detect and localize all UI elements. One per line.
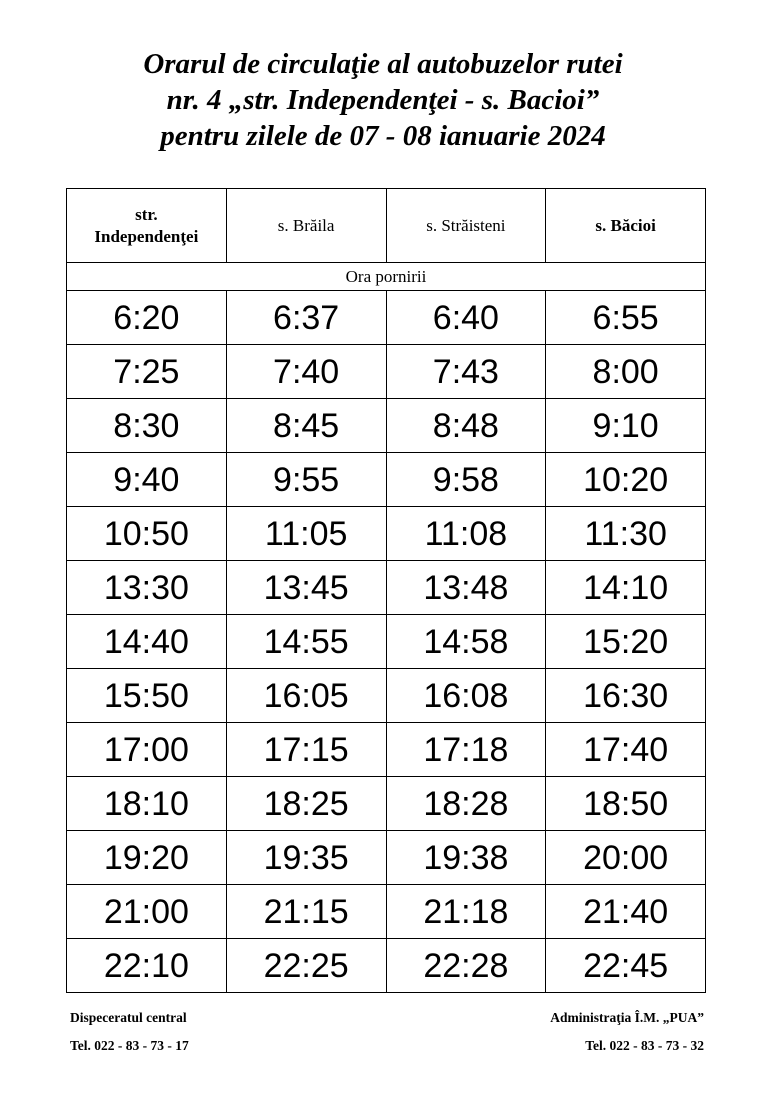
time-cell: 9:40 [67, 453, 227, 507]
table-row [67, 453, 706, 507]
table-row [67, 291, 706, 345]
table-row [67, 345, 706, 399]
footer-administration-name: Administraţia Î.M. „PUA” [550, 1010, 704, 1025]
table-row [67, 399, 706, 453]
time-cell: 22:10 [67, 939, 227, 993]
time-cell: 17:00 [67, 723, 227, 777]
title-line-2: nr. 4 „str. Independenţei - s. Bacioi” [166, 84, 600, 116]
time-cell: 14:58 [386, 615, 546, 669]
time-cell: 17:15 [226, 723, 386, 777]
time-cell: 7:25 [67, 345, 227, 399]
time-cell: 14:40 [67, 615, 227, 669]
header-row [67, 189, 706, 263]
time-cell: 17:40 [546, 723, 706, 777]
time-cell: 21:15 [226, 885, 386, 939]
header-s-bacioi: s. Băcioi [546, 189, 706, 263]
time-cell: 13:45 [226, 561, 386, 615]
time-cell: 14:55 [226, 615, 386, 669]
title-line-3: pentru zilele de 07 - 08 ianuarie 2024 [160, 120, 606, 152]
title-line-1: Orarul de circulaţie al autobuzelor rutei [143, 48, 623, 80]
time-cell: 6:37 [226, 291, 386, 345]
time-cell: 21:40 [546, 885, 706, 939]
time-cell: 19:20 [67, 831, 227, 885]
footer-administration-phone: Tel. 022 - 83 - 73 - 32 [585, 1038, 704, 1053]
time-cell: 21:00 [67, 885, 227, 939]
time-cell: 6:55 [546, 291, 706, 345]
time-cell: 7:43 [386, 345, 546, 399]
time-cell: 19:35 [226, 831, 386, 885]
time-cell: 10:50 [67, 507, 227, 561]
table-row [67, 777, 706, 831]
time-cell: 9:10 [546, 399, 706, 453]
time-cell: 11:30 [546, 507, 706, 561]
time-cell: 10:20 [546, 453, 706, 507]
time-cell: 16:30 [546, 669, 706, 723]
time-cell: 18:25 [226, 777, 386, 831]
subheader-ora-pornirii: Ora pornirii [67, 263, 706, 291]
time-cell: 6:40 [386, 291, 546, 345]
header-s-straisteni: s. Străisteni [386, 189, 546, 263]
footer-dispatcher-phone: Tel. 022 - 83 - 73 - 17 [70, 1038, 189, 1053]
table-row [67, 885, 706, 939]
schedule-body [67, 291, 706, 993]
time-cell: 8:45 [226, 399, 386, 453]
time-cell: 19:38 [386, 831, 546, 885]
time-cell: 22:45 [546, 939, 706, 993]
time-cell: 15:50 [67, 669, 227, 723]
schedule-table [66, 188, 706, 993]
time-cell: 13:30 [67, 561, 227, 615]
table-row [67, 615, 706, 669]
time-cell: 8:48 [386, 399, 546, 453]
time-cell: 6:20 [67, 291, 227, 345]
time-cell: 8:00 [546, 345, 706, 399]
time-cell: 11:05 [226, 507, 386, 561]
time-cell: 20:00 [546, 831, 706, 885]
footer-dispatcher-name: Dispeceratul central [70, 1010, 187, 1025]
time-cell: 18:10 [67, 777, 227, 831]
header-s-braila: s. Brăila [226, 189, 386, 263]
time-cell: 21:18 [386, 885, 546, 939]
table-row [67, 561, 706, 615]
subheader-row [67, 263, 706, 291]
time-cell: 14:10 [546, 561, 706, 615]
table-row [67, 939, 706, 993]
time-cell: 9:58 [386, 453, 546, 507]
time-cell: 18:28 [386, 777, 546, 831]
time-cell: 9:55 [226, 453, 386, 507]
time-cell: 17:18 [386, 723, 546, 777]
table-row [67, 723, 706, 777]
header-str-independentei: str. Independenţei [67, 189, 227, 263]
table-row [67, 507, 706, 561]
time-cell: 22:25 [226, 939, 386, 993]
time-cell: 22:28 [386, 939, 546, 993]
time-cell: 18:50 [546, 777, 706, 831]
time-cell: 8:30 [67, 399, 227, 453]
document-title [0, 46, 766, 154]
time-cell: 7:40 [226, 345, 386, 399]
table-row [67, 669, 706, 723]
time-cell: 15:20 [546, 615, 706, 669]
table-row [67, 831, 706, 885]
time-cell: 11:08 [386, 507, 546, 561]
time-cell: 16:05 [226, 669, 386, 723]
time-cell: 16:08 [386, 669, 546, 723]
time-cell: 13:48 [386, 561, 546, 615]
